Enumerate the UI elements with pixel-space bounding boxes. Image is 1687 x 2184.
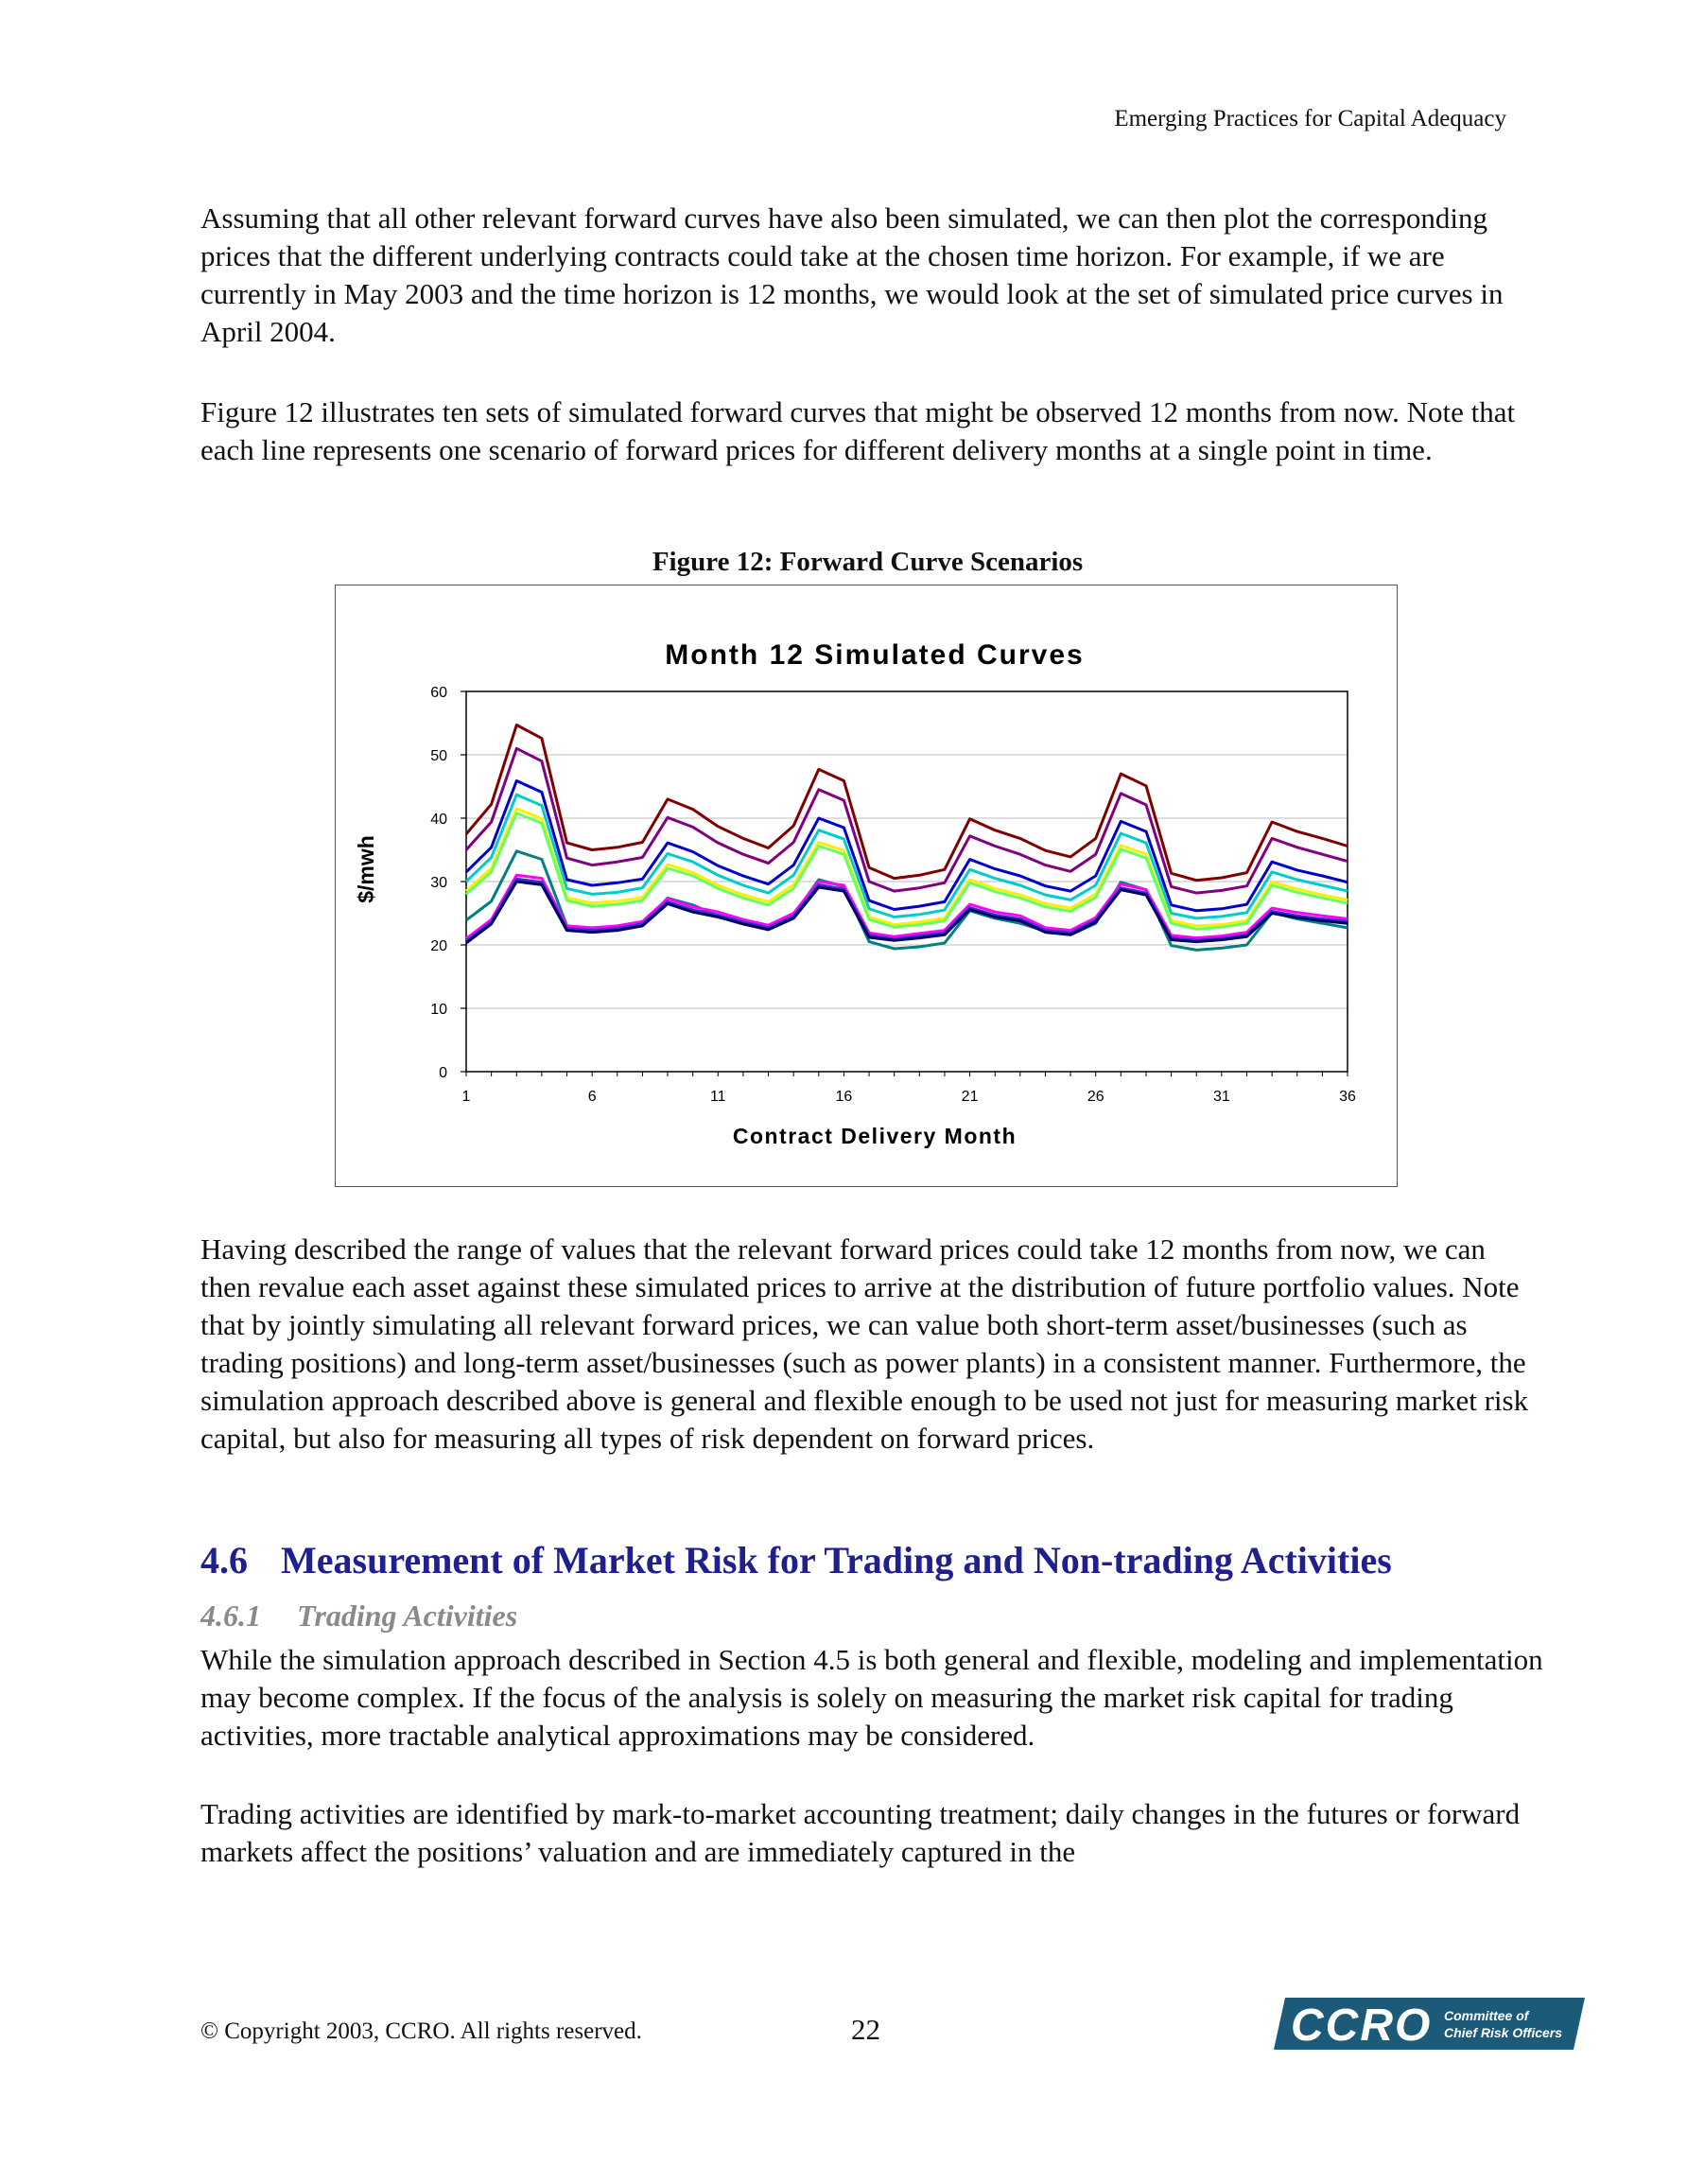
x-tick-label: 31 — [1212, 1089, 1230, 1105]
paragraph-trading-approximations: While the simulation approach described in Section 4.5 is both general and flexible, modeling and implementation may become complex. If the focus of the analysis is solely on measuring the market risk capital for trading activities, more tractable analytical approximations may be considered. — [200, 1643, 1543, 1752]
series-line-1 — [466, 725, 1348, 881]
paragraph-figure-intro: Figure 12 illustrates ten sets of simulated forward curves that might be observed 12 months from now. Note that each line represents one scenario of forward prices for different delivery months at a single point in time. — [200, 395, 1516, 466]
running-header: Emerging Practices for Capital Adequacy — [1114, 106, 1506, 131]
x-tick-label: 6 — [587, 1089, 597, 1105]
series-line-6 — [466, 813, 1348, 930]
subsection-heading — [200, 1599, 517, 1634]
section-heading — [200, 1538, 1392, 1582]
footer-copyright: © Copyright 2003, CCRO. All rights reserved. — [200, 2018, 642, 2044]
y-tick-label: 60 — [430, 685, 447, 701]
section-number: 4.6 — [200, 1539, 248, 1581]
paragraph-intro: Assuming that all other relevant forward curves have also been simulated, we can then plot the corresponding prices that the different underlying contracts could take at the chosen time horizon. For example, if we are currently in May 2003 and the time horizon is 12 months, we would look at the set of simulated price curves in April 2004. — [200, 201, 1504, 348]
logo-tagline-1: Committee of — [1444, 2008, 1529, 2023]
x-tick-label: 1 — [461, 1089, 471, 1105]
series-line-4 — [466, 795, 1348, 918]
x-tick-label: 36 — [1339, 1089, 1356, 1105]
subsection-title: Trading Activities — [297, 1599, 518, 1633]
chart-gridlines — [466, 755, 1348, 1008]
chart-tick-labels — [430, 685, 1356, 1105]
figure-caption: Figure 12: Forward Curve Scenarios — [652, 547, 1084, 577]
x-tick-label: 26 — [1087, 1089, 1104, 1105]
paragraph-mark-to-market: Trading activities are identified by mark-to-market accounting treatment; daily changes in the futures or forward markets affect the positions’ valuation and are immediately captured in the — [200, 1797, 1521, 1868]
section-title: Measurement of Market Risk for Trading and Non-trading Activities — [281, 1539, 1392, 1581]
x-tick-label: 16 — [835, 1089, 853, 1105]
y-tick-label: 20 — [430, 938, 447, 954]
y-tick-label: 30 — [430, 875, 447, 891]
paragraph-revaluation: Having described the range of values that the relevant forward prices could take 12 months from now, we can then revalue each asset against these simulated prices to arrive at the distribution of future portfolio values. Note that by jointly simulating all relevant forward prices, we can value both short-term asset/businesses (such as trading positions) and long-term asset/businesses (such as power plants) in a consistent manner. Furthermore, the simulation approach described above is general and flexible enough to be used not just for measuring market risk capital, but also for measuring all types of risk dependent on forward prices. — [200, 1232, 1529, 1455]
subsection-number: 4.6.1 — [200, 1599, 261, 1633]
chart-x-axis-label: Contract Delivery Month — [732, 1124, 1017, 1148]
logo-wordmark: CCRO — [1291, 2001, 1433, 2050]
x-tick-label: 11 — [709, 1089, 726, 1105]
logo-tagline-2: Chief Risk Officers — [1444, 2025, 1563, 2040]
page-number: 22 — [851, 2013, 880, 2046]
forward-curve-chart — [336, 585, 1399, 1188]
chart-frame — [335, 585, 1398, 1187]
x-tick-label: 21 — [961, 1089, 979, 1105]
chart-title: Month 12 Simulated Curves — [665, 639, 1085, 671]
y-tick-label: 10 — [430, 1002, 447, 1018]
series-line-2 — [466, 748, 1348, 893]
y-tick-label: 0 — [439, 1065, 447, 1081]
chart-y-axis-label: $/mwh — [354, 835, 378, 903]
y-tick-label: 50 — [430, 748, 447, 764]
ccro-logo — [1274, 1998, 1585, 2050]
chart-series — [466, 725, 1348, 951]
y-tick-label: 40 — [430, 812, 447, 828]
